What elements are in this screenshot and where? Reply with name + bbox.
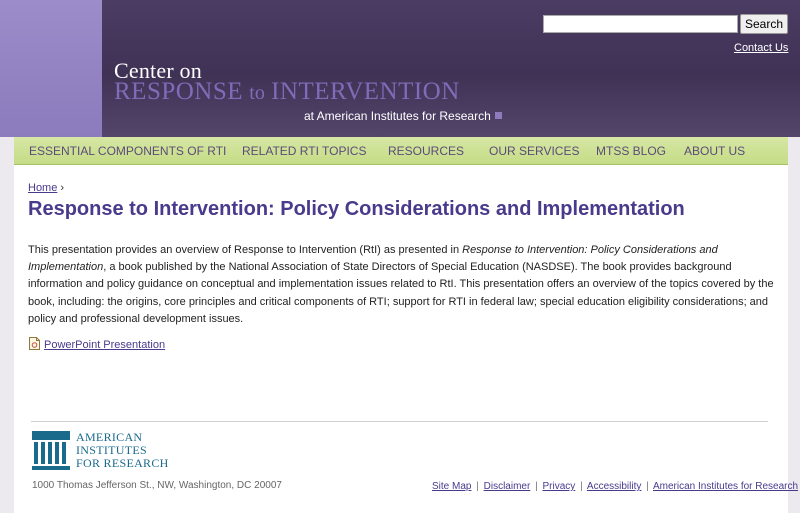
footer-link-privacy[interactable]: Privacy bbox=[542, 481, 576, 492]
footer-link-disclaimer[interactable]: Disclaimer bbox=[483, 481, 531, 492]
intro-book-title: Response to Intervention: Policy Considerations and Implementation bbox=[28, 244, 718, 274]
footer-address: 1000 Thomas Jefferson St., NW, Washington, DC 20007 bbox=[32, 480, 282, 491]
header-accent-band bbox=[0, 0, 102, 137]
breadcrumb-home-link[interactable]: Home bbox=[28, 182, 58, 194]
footer-link-site-map[interactable]: Site Map bbox=[432, 481, 472, 492]
logo-center-on: Center on bbox=[114, 58, 202, 83]
main-nav bbox=[14, 137, 788, 165]
footer-separator: | bbox=[580, 481, 583, 492]
logo-air-tagline bbox=[304, 109, 502, 123]
footer-divider bbox=[31, 421, 768, 422]
intro-text-1: This presentation provides an overview of Response to Intervention (RtI) as presented in bbox=[28, 244, 463, 256]
logo-intervention: INTERVENTION bbox=[271, 78, 460, 105]
air-wordmark-line3: FOR RESEARCH bbox=[76, 456, 169, 470]
search-button[interactable]: Search bbox=[740, 14, 788, 34]
footer-separator: | bbox=[476, 481, 479, 492]
footer-separator: | bbox=[535, 481, 538, 492]
air-wordmark-line2: INSTITUTES bbox=[76, 443, 147, 457]
logo-air-tagline-text: at American Institutes for Research bbox=[304, 109, 491, 123]
nav-item-resources[interactable]: RESOURCES bbox=[388, 144, 465, 158]
contact-us-link[interactable]: Contact Us bbox=[734, 42, 789, 54]
nav-item-related-topics[interactable]: RELATED RTI TOPICS bbox=[242, 144, 367, 158]
footer-link-accessibility[interactable]: Accessibility bbox=[586, 481, 642, 492]
nav-item-our-services[interactable]: OUR SERVICES bbox=[489, 144, 580, 158]
intro-paragraph bbox=[28, 242, 774, 328]
air-logo-wordmark[interactable] bbox=[76, 431, 169, 470]
footer-link-air[interactable]: American Institutes for Research bbox=[653, 481, 799, 492]
document-icon bbox=[29, 337, 40, 350]
logo-rti[interactable] bbox=[114, 78, 460, 106]
footer-links bbox=[432, 481, 798, 492]
breadcrumb bbox=[28, 182, 64, 194]
nav-item-about-us[interactable]: ABOUT US bbox=[684, 144, 746, 158]
air-wordmark-line1: AMERICAN bbox=[76, 430, 143, 444]
page-title: Response to Intervention: Policy Considerations and Implementation bbox=[28, 198, 685, 220]
columns-logo-icon[interactable] bbox=[32, 431, 70, 470]
logo-to: to bbox=[249, 82, 265, 104]
nav-item-mtss-blog[interactable]: MTSS BLOG bbox=[596, 144, 667, 158]
logo-response: RESPONSE bbox=[114, 78, 244, 105]
powerpoint-link[interactable]: PowerPoint Presentation bbox=[44, 339, 166, 351]
breadcrumb-separator: › bbox=[60, 182, 65, 194]
footer-separator: | bbox=[646, 481, 649, 492]
search-input[interactable] bbox=[543, 15, 738, 33]
square-icon bbox=[495, 112, 502, 119]
nav-item-essential-components[interactable]: ESSENTIAL COMPONENTS OF RTI bbox=[29, 144, 227, 158]
intro-text-2: , a book published by the National Association of State Directors of Special Education (NASDSE). The book provides background information and policy guidance on conceptual and implementation issues related to RtI. This presentation offers an overview of the topics covered by the book, including: the origins, core principles and critical components of RTI; support for RTI in federal law; special education eligibility considerations; and policy and professional development issues. bbox=[28, 261, 774, 325]
